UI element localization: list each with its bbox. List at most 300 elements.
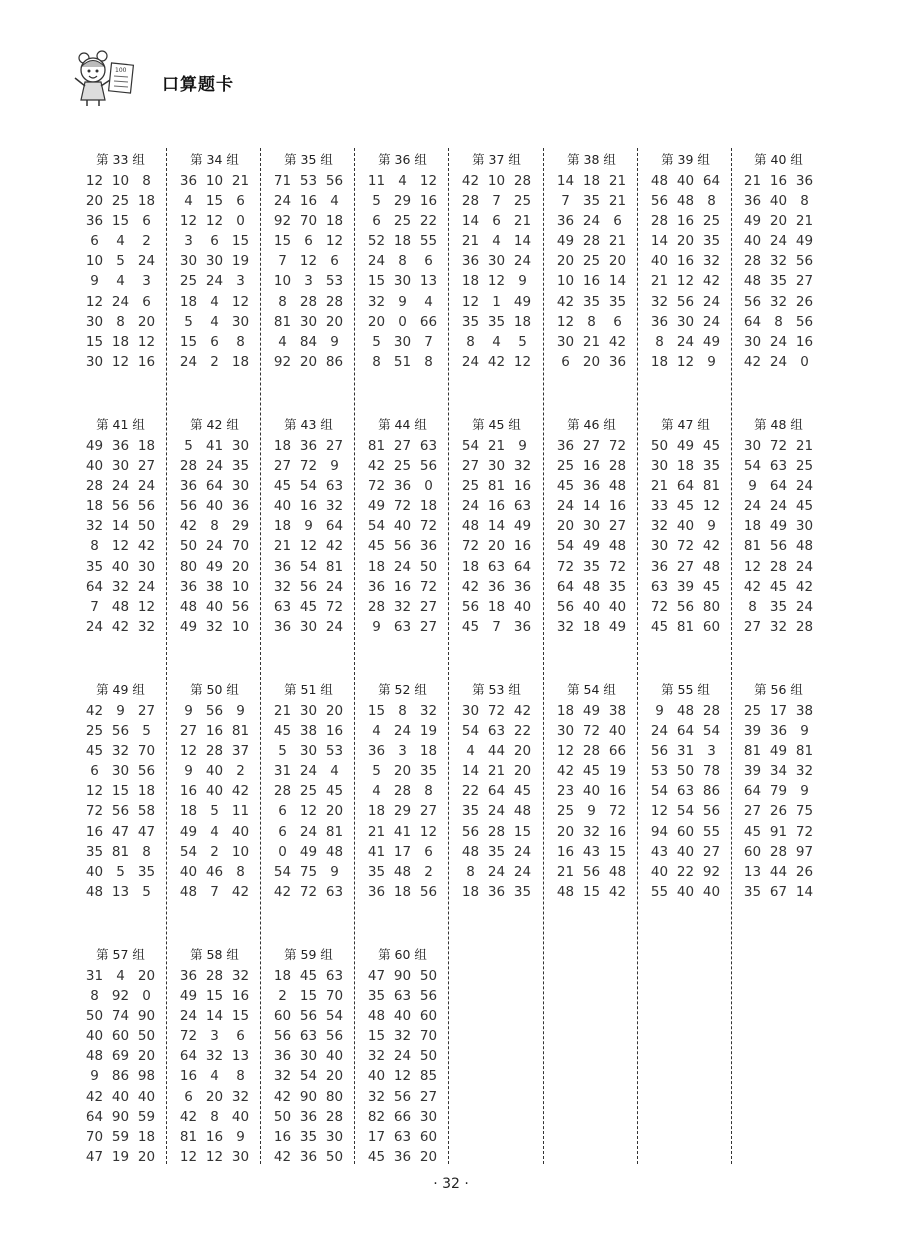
number-row [167, 761, 262, 781]
number-cell: 27 [325, 438, 344, 454]
number-cell: 60 [676, 823, 695, 840]
number-cell: 64 [179, 1048, 198, 1065]
number-cell: 24 [702, 293, 721, 310]
number-cell: 15 [367, 1028, 386, 1045]
number-cell: 60 [273, 1008, 292, 1025]
number-row [167, 1046, 262, 1066]
number-cell: 16 [179, 1068, 198, 1085]
number-cell: 15 [205, 193, 224, 210]
number-cell: 28 [461, 193, 480, 210]
number-row [638, 577, 733, 597]
number-cell: 56 [676, 293, 695, 310]
number-row [544, 332, 639, 352]
number-cell: 30 [676, 313, 695, 330]
number-cell: 16 [137, 353, 156, 370]
number-cell: 49 [702, 333, 721, 350]
number-row [73, 292, 168, 312]
group-title: 第 44 组 [378, 417, 427, 432]
number-cell: 48 [513, 803, 532, 820]
number-cell: 48 [179, 598, 198, 615]
problem-group [355, 679, 450, 902]
number-cell: 30 [299, 313, 318, 330]
number-cell: 30 [231, 313, 250, 330]
number-row [731, 842, 826, 862]
number-cell: 54 [273, 863, 292, 880]
number-row [638, 617, 733, 637]
number-cell: 81 [231, 723, 250, 740]
number-cell: 41 [205, 438, 224, 454]
number-cell: 25 [743, 703, 762, 719]
number-cell: 35 [487, 843, 506, 860]
number-cell: 42 [231, 783, 250, 800]
number-row [544, 231, 639, 251]
number-cell: 28 [650, 213, 669, 230]
group-title: 第 41 组 [96, 417, 145, 432]
number-cell: 30 [111, 458, 130, 475]
number-cell: 9 [90, 1068, 99, 1085]
number-cell: 56 [795, 253, 814, 270]
number-cell: 59 [137, 1108, 156, 1125]
number-cell: 50 [676, 763, 695, 780]
number-cell: 22 [676, 863, 695, 880]
number-cell: 36 [299, 1108, 318, 1125]
number-row [449, 721, 544, 741]
number-cell: 6 [210, 333, 219, 350]
number-cell: 28 [795, 618, 814, 635]
number-cell: 40 [513, 598, 532, 615]
number-cell: 6 [90, 763, 99, 780]
problem-group [167, 679, 262, 902]
number-cell: 16 [513, 538, 532, 555]
number-cell: 18 [513, 313, 532, 330]
number-cell: 21 [273, 538, 292, 555]
number-row [638, 721, 733, 741]
number-cell: 15 [179, 333, 198, 350]
number-row [261, 251, 356, 271]
number-cell: 20 [513, 743, 532, 760]
number-cell: 20 [325, 313, 344, 330]
number-cell: 1 [492, 293, 501, 310]
number-cell: 27 [461, 458, 480, 475]
number-cell: 36 [419, 538, 438, 555]
number-row [355, 312, 450, 332]
number-row [167, 456, 262, 476]
number-cell: 32 [273, 578, 292, 595]
number-cell: 36 [487, 883, 506, 900]
number-cell: 42 [273, 1148, 292, 1165]
number-cell: 20 [769, 213, 788, 230]
number-cell: 12 [137, 598, 156, 615]
number-cell: 25 [111, 193, 130, 210]
number-cell: 39 [676, 578, 695, 595]
number-cell: 30 [85, 313, 104, 330]
number-cell: 32 [769, 253, 788, 270]
number-row [449, 617, 544, 637]
number-row [638, 312, 733, 332]
number-cell: 30 [556, 723, 575, 740]
number-cell: 10 [273, 273, 292, 290]
number-cell: 56 [299, 578, 318, 595]
number-cell: 49 [769, 518, 788, 535]
number-cell: 8 [587, 313, 596, 330]
column-divider [166, 148, 167, 1164]
number-cell: 16 [676, 253, 695, 270]
number-cell: 48 [608, 538, 627, 555]
number-cell: 81 [111, 843, 130, 860]
number-cell: 27 [676, 558, 695, 575]
number-row [355, 536, 450, 556]
number-cell: 9 [184, 763, 193, 780]
number-row [731, 741, 826, 761]
number-cell: 81 [325, 823, 344, 840]
number-cell: 24 [393, 558, 412, 575]
number-row [544, 882, 639, 902]
number-cell: 54 [461, 723, 480, 740]
number-row [167, 1066, 262, 1086]
number-cell: 32 [367, 1048, 386, 1065]
number-row [261, 822, 356, 842]
problem-group [355, 149, 450, 372]
number-cell: 30 [231, 438, 250, 454]
number-cell: 48 [179, 883, 198, 900]
number-row [73, 882, 168, 902]
number-row [449, 761, 544, 781]
number-cell: 4 [184, 193, 193, 210]
number-cell: 33 [650, 498, 669, 515]
number-cell: 50 [419, 968, 438, 984]
number-cell: 40 [743, 233, 762, 250]
group-title: 第 53 组 [472, 682, 521, 697]
number-cell: 12 [461, 293, 480, 310]
number-cell: 54 [299, 478, 318, 495]
number-cell: 35 [582, 293, 601, 310]
number-cell: 12 [743, 558, 762, 575]
number-cell: 12 [419, 173, 438, 189]
number-cell: 64 [676, 723, 695, 740]
number-row [731, 436, 826, 456]
number-cell: 4 [424, 293, 433, 310]
number-cell: 35 [608, 578, 627, 595]
number-cell: 64 [85, 1108, 104, 1125]
number-cell: 72 [179, 1028, 198, 1045]
number-cell: 13 [419, 273, 438, 290]
number-cell: 42 [795, 578, 814, 595]
number-cell: 56 [461, 598, 480, 615]
number-cell: 15 [111, 783, 130, 800]
number-cell: 92 [111, 988, 130, 1005]
number-cell: 28 [179, 458, 198, 475]
number-cell: 42 [273, 883, 292, 900]
number-cell: 36 [179, 578, 198, 595]
number-cell: 5 [372, 333, 381, 350]
number-cell: 44 [769, 863, 788, 880]
number-cell: 60 [702, 618, 721, 635]
number-row [167, 211, 262, 231]
number-row [355, 741, 450, 761]
number-cell: 10 [231, 843, 250, 860]
number-cell: 49 [513, 293, 532, 310]
number-row [73, 1147, 168, 1167]
number-cell: 18 [461, 883, 480, 900]
number-cell: 15 [273, 233, 292, 250]
number-cell: 20 [137, 968, 156, 984]
number-cell: 48 [795, 538, 814, 555]
number-row [167, 476, 262, 496]
number-row [544, 251, 639, 271]
number-row [355, 1087, 450, 1107]
number-cell: 56 [650, 193, 669, 210]
number-cell: 12 [299, 803, 318, 820]
number-cell: 49 [179, 823, 198, 840]
number-cell: 27 [393, 438, 412, 454]
number-cell: 72 [608, 438, 627, 454]
number-row [167, 721, 262, 741]
number-cell: 12 [111, 353, 130, 370]
group-title: 第 49 组 [96, 682, 145, 697]
number-cell: 35 [582, 558, 601, 575]
column-divider [260, 148, 261, 1164]
number-cell: 21 [608, 233, 627, 250]
number-cell: 25 [795, 458, 814, 475]
number-cell: 0 [142, 988, 151, 1005]
number-row [355, 191, 450, 211]
number-cell: 31 [676, 743, 695, 760]
number-cell: 70 [419, 1028, 438, 1045]
number-cell: 63 [393, 1128, 412, 1145]
number-row [73, 271, 168, 291]
number-cell: 20 [676, 233, 695, 250]
number-cell: 32 [393, 598, 412, 615]
number-row [167, 516, 262, 536]
number-cell: 21 [650, 273, 669, 290]
number-cell: 54 [650, 783, 669, 800]
number-cell: 35 [461, 313, 480, 330]
number-row [167, 597, 262, 617]
number-row [167, 1127, 262, 1147]
number-row [261, 1107, 356, 1127]
number-cell: 42 [608, 883, 627, 900]
number-cell: 5 [518, 333, 527, 350]
number-cell: 39 [743, 763, 762, 780]
number-cell: 18 [743, 518, 762, 535]
number-row [167, 1006, 262, 1026]
number-cell: 6 [424, 843, 433, 860]
number-row [261, 781, 356, 801]
number-row [638, 251, 733, 271]
number-cell: 6 [424, 253, 433, 270]
number-cell: 20 [325, 703, 344, 719]
number-cell: 40 [85, 458, 104, 475]
number-cell: 16 [205, 723, 224, 740]
number-cell: 24 [769, 498, 788, 515]
number-row [544, 271, 639, 291]
number-row [261, 171, 356, 191]
number-cell: 40 [650, 253, 669, 270]
number-cell: 32 [231, 1088, 250, 1105]
number-cell: 32 [205, 1048, 224, 1065]
number-cell: 74 [111, 1008, 130, 1025]
number-cell: 28 [513, 173, 532, 189]
number-cell: 27 [743, 803, 762, 820]
number-cell: 30 [743, 333, 762, 350]
number-cell: 20 [325, 803, 344, 820]
number-cell: 49 [769, 743, 788, 760]
number-cell: 12 [231, 293, 250, 310]
group-title: 第 38 组 [567, 152, 616, 167]
number-cell: 56 [111, 723, 130, 740]
number-cell: 6 [278, 803, 287, 820]
number-row [731, 536, 826, 556]
number-cell: 24 [676, 333, 695, 350]
number-row [73, 352, 168, 372]
number-cell: 48 [650, 173, 669, 189]
number-row [355, 966, 450, 986]
number-cell: 36 [650, 313, 669, 330]
number-cell: 11 [231, 803, 250, 820]
number-row [449, 536, 544, 556]
number-cell: 15 [582, 883, 601, 900]
number-cell: 42 [273, 1088, 292, 1105]
number-cell: 48 [325, 843, 344, 860]
number-cell: 50 [137, 1028, 156, 1045]
number-cell: 18 [325, 213, 344, 230]
number-row [638, 332, 733, 352]
number-row [544, 577, 639, 597]
number-cell: 40 [676, 173, 695, 189]
number-row [449, 292, 544, 312]
number-cell: 17 [393, 843, 412, 860]
number-cell: 35 [367, 988, 386, 1005]
number-row [449, 191, 544, 211]
number-row [449, 597, 544, 617]
number-cell: 20 [556, 253, 575, 270]
number-cell: 49 [299, 843, 318, 860]
number-cell: 30 [650, 538, 669, 555]
number-cell: 30 [556, 333, 575, 350]
number-row [638, 801, 733, 821]
number-row [167, 557, 262, 577]
number-row [544, 536, 639, 556]
number-row [261, 721, 356, 741]
number-cell: 49 [179, 988, 198, 1005]
number-cell: 49 [205, 558, 224, 575]
number-cell: 35 [582, 193, 601, 210]
number-cell: 72 [582, 723, 601, 740]
number-cell: 38 [205, 578, 224, 595]
number-cell: 9 [330, 333, 339, 350]
number-cell: 9 [90, 273, 99, 290]
number-cell: 24 [393, 1048, 412, 1065]
number-cell: 78 [702, 763, 721, 780]
number-cell: 16 [299, 193, 318, 210]
number-cell: 9 [518, 273, 527, 290]
number-row [355, 721, 450, 741]
number-cell: 18 [367, 558, 386, 575]
number-row [544, 781, 639, 801]
number-row [261, 1087, 356, 1107]
number-cell: 63 [419, 438, 438, 454]
number-row [261, 496, 356, 516]
number-cell: 32 [419, 703, 438, 719]
number-cell: 8 [90, 538, 99, 555]
number-cell: 60 [111, 1028, 130, 1045]
number-cell: 56 [299, 1008, 318, 1025]
number-cell: 18 [419, 743, 438, 760]
group-title: 第 45 组 [472, 417, 521, 432]
number-cell: 15 [205, 988, 224, 1005]
number-cell: 81 [743, 538, 762, 555]
number-row [261, 456, 356, 476]
number-cell: 28 [325, 293, 344, 310]
number-cell: 24 [205, 458, 224, 475]
number-row [638, 862, 733, 882]
number-row [355, 1147, 450, 1167]
number-cell: 36 [769, 723, 788, 740]
number-cell: 28 [487, 823, 506, 840]
number-cell: 56 [179, 498, 198, 515]
number-cell: 15 [367, 273, 386, 290]
number-row [449, 801, 544, 821]
number-cell: 12 [205, 1148, 224, 1165]
number-cell: 3 [707, 743, 716, 760]
number-cell: 5 [116, 863, 125, 880]
number-cell: 16 [325, 723, 344, 740]
number-cell: 50 [419, 1048, 438, 1065]
number-row [731, 191, 826, 211]
number-cell: 6 [236, 193, 245, 210]
number-cell: 92 [273, 353, 292, 370]
number-cell: 29 [231, 518, 250, 535]
number-cell: 14 [461, 763, 480, 780]
number-cell: 24 [769, 233, 788, 250]
number-row [731, 516, 826, 536]
number-cell: 63 [299, 1028, 318, 1045]
number-cell: 16 [273, 1128, 292, 1145]
number-row [544, 822, 639, 842]
number-cell: 9 [518, 438, 527, 454]
number-cell: 56 [556, 598, 575, 615]
number-cell: 24 [743, 498, 762, 515]
number-cell: 45 [556, 478, 575, 495]
number-row [261, 536, 356, 556]
number-cell: 72 [676, 538, 695, 555]
number-row [544, 292, 639, 312]
number-row [449, 781, 544, 801]
number-row [261, 436, 356, 456]
number-row [167, 496, 262, 516]
number-cell: 20 [205, 1088, 224, 1105]
number-cell: 42 [85, 703, 104, 719]
number-cell: 40 [367, 1068, 386, 1085]
number-row [73, 456, 168, 476]
group-title: 第 54 组 [567, 682, 616, 697]
number-cell: 20 [367, 313, 386, 330]
number-cell: 40 [85, 1028, 104, 1045]
number-cell: 53 [650, 763, 669, 780]
number-cell: 64 [487, 783, 506, 800]
number-row [261, 842, 356, 862]
number-row [167, 436, 262, 456]
number-cell: 16 [299, 498, 318, 515]
number-row [355, 701, 450, 721]
number-cell: 45 [743, 823, 762, 840]
number-row [731, 171, 826, 191]
number-row [261, 352, 356, 372]
number-cell: 58 [137, 803, 156, 820]
number-cell: 24 [273, 193, 292, 210]
number-row [355, 1066, 450, 1086]
number-cell: 40 [179, 863, 198, 880]
